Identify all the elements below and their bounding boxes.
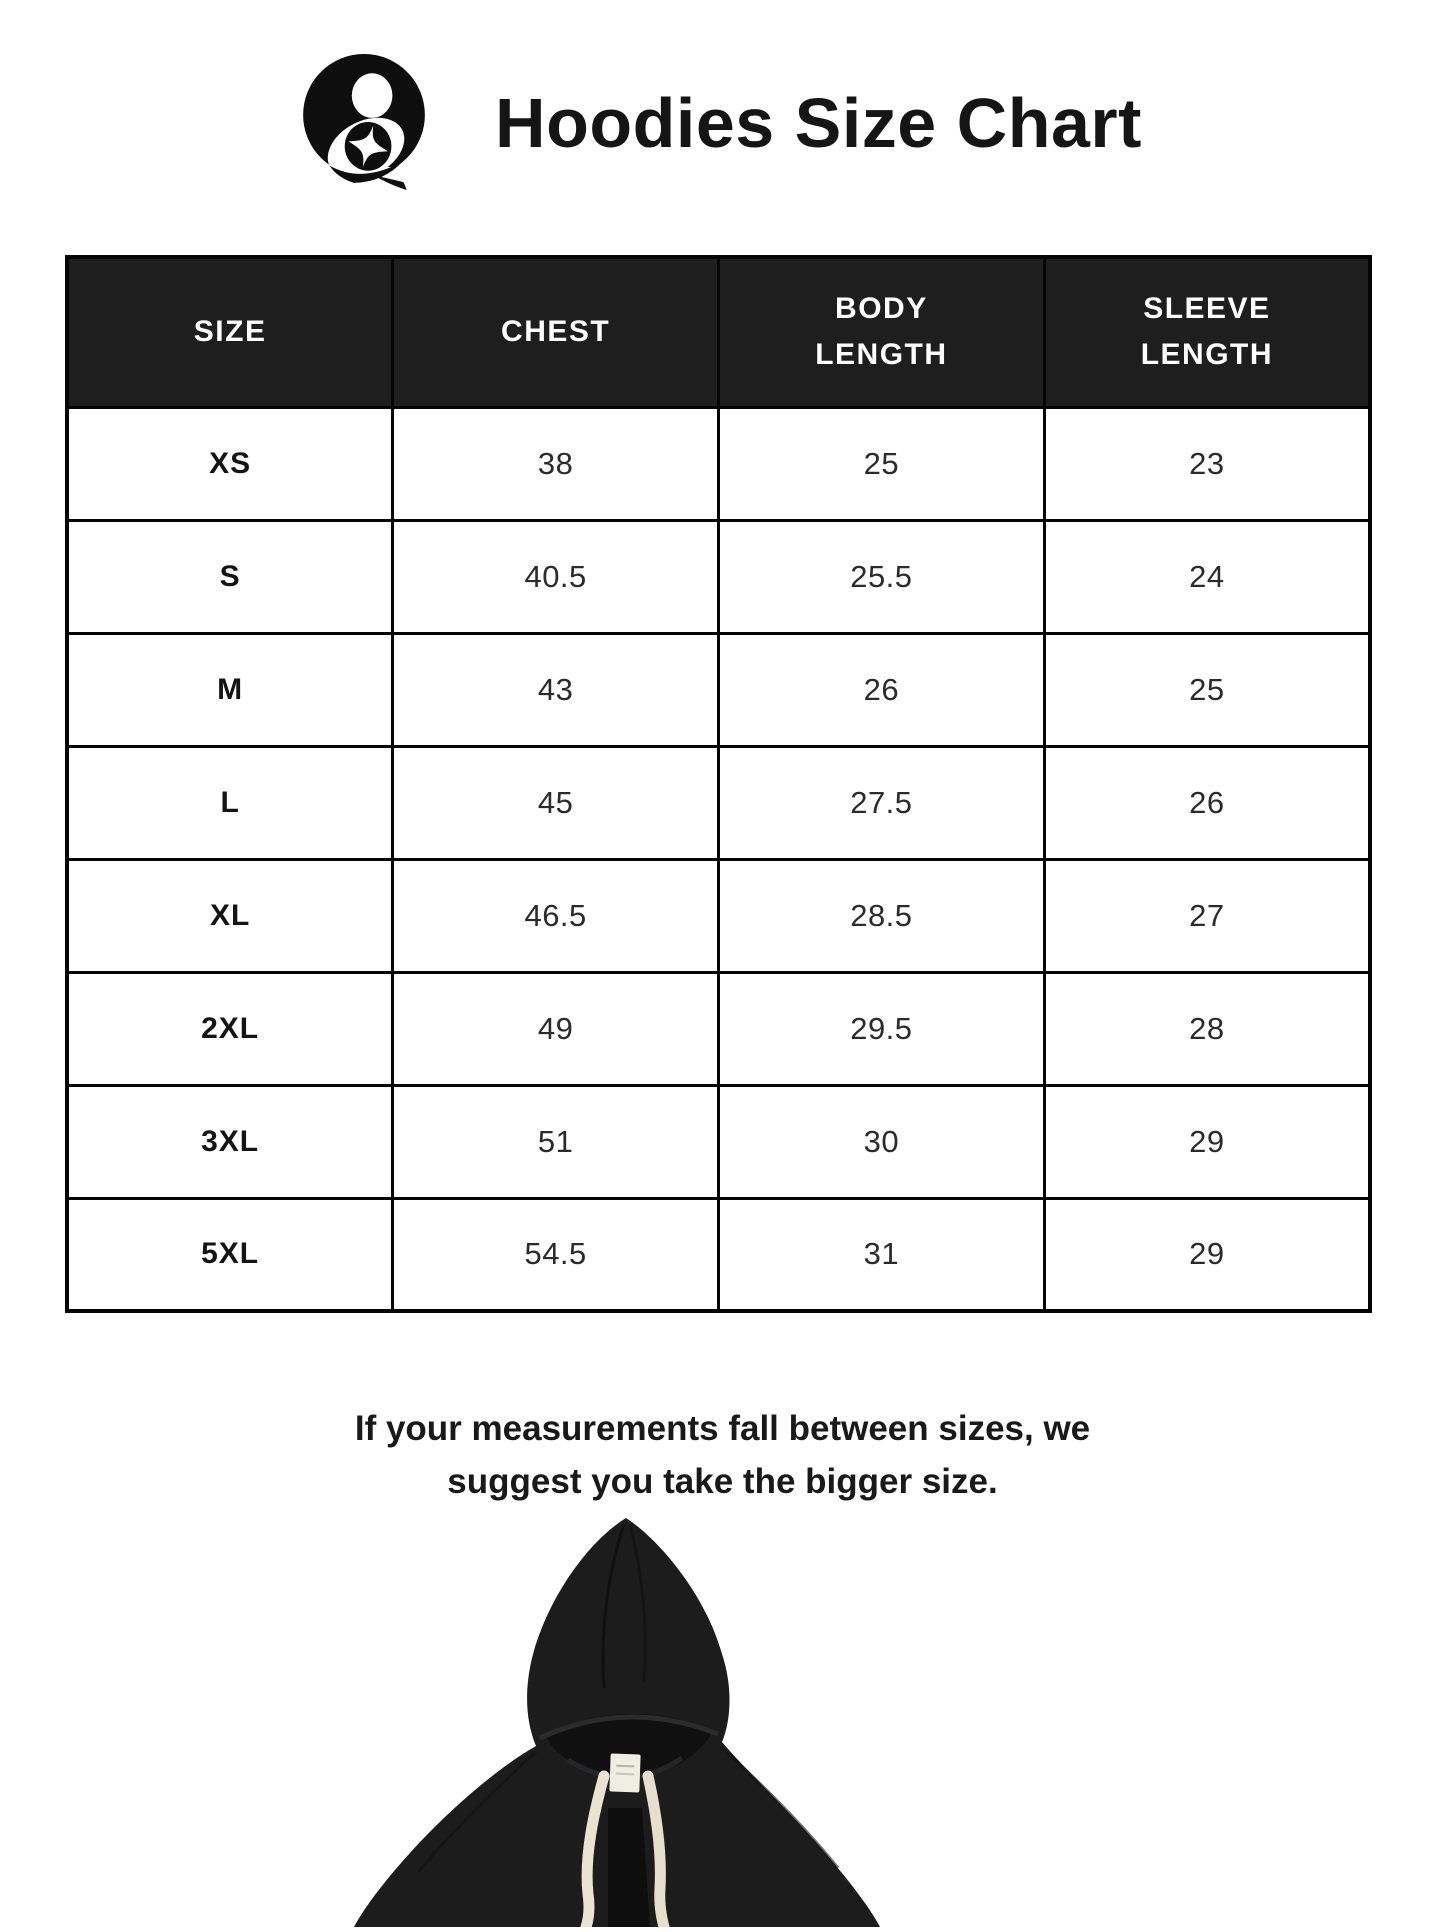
- table-header-row: [67, 257, 1370, 407]
- body-length-cell: 27.5: [719, 746, 1045, 859]
- chest-cell: 40.5: [393, 520, 719, 633]
- chest-cell: 46.5: [393, 859, 719, 972]
- size-cell: XL: [67, 859, 393, 972]
- size-cell: 5XL: [67, 1198, 393, 1311]
- sleeve-length-cell: 28: [1044, 972, 1370, 1085]
- table-row-2xl: [67, 972, 1370, 1085]
- size-cell: L: [67, 746, 393, 859]
- sleeve-length-cell: 27: [1044, 859, 1370, 972]
- size-cell: XS: [67, 407, 393, 520]
- body-length-cell: 29.5: [719, 972, 1045, 1085]
- sleeve-length-cell: 25: [1044, 633, 1370, 746]
- body-length-cell: 25: [719, 407, 1045, 520]
- body-length-cell: 31: [719, 1198, 1045, 1311]
- sleeve-length-cell: 26: [1044, 746, 1370, 859]
- table-row-5xl: [67, 1198, 1370, 1311]
- page-title: Hoodies Size Chart: [495, 84, 1142, 162]
- table-row-xs: [67, 407, 1370, 520]
- table-row-3xl: [67, 1085, 1370, 1198]
- col-header-body-length: BODY LENGTH: [719, 257, 1045, 407]
- sleeve-length-cell: 29: [1044, 1085, 1370, 1198]
- col-header-size-label: SIZE: [193, 315, 267, 348]
- body-length-cell: 25.5: [719, 520, 1045, 633]
- hoodie-product-photo: [308, 1512, 918, 1927]
- col-header-chest-label: CHEST: [501, 315, 611, 348]
- col-header-sleeve-length: SLEEVE LENGTH: [1044, 257, 1370, 407]
- size-cell: M: [67, 633, 393, 746]
- size-cell: S: [67, 520, 393, 633]
- sleeve-length-cell: 29: [1044, 1198, 1370, 1311]
- chest-cell: 43: [393, 633, 719, 746]
- col-header-chest: [393, 257, 719, 407]
- body-length-cell: 30: [719, 1085, 1045, 1198]
- sleeve-length-cell: 24: [1044, 520, 1370, 633]
- size-chart-table: [65, 255, 1372, 1313]
- sizing-note-line-1: If your measurements fall between sizes, we: [354, 1409, 1091, 1448]
- size-cell: 3XL: [67, 1085, 393, 1198]
- table-row-l: [67, 746, 1370, 859]
- brand-header: [0, 52, 1445, 194]
- chest-cell: 54.5: [393, 1198, 719, 1311]
- sizing-note-line-2: suggest you take the bigger size.: [447, 1461, 998, 1501]
- sizing-note: [0, 1403, 1445, 1508]
- chest-cell: 45: [393, 746, 719, 859]
- mother-and-baby-logo-icon: [303, 54, 425, 192]
- chest-cell: 38: [393, 407, 719, 520]
- table-row-s: [67, 520, 1370, 633]
- chest-cell: 51: [393, 1085, 719, 1198]
- size-cell: 2XL: [67, 972, 393, 1085]
- body-length-cell: 28.5: [719, 859, 1045, 972]
- col-header-size: [67, 257, 393, 407]
- chest-cell: 49: [393, 972, 719, 1085]
- table-row-xl: [67, 859, 1370, 972]
- hoodie-illustration: [308, 1512, 918, 1927]
- body-length-cell: 26: [719, 633, 1045, 746]
- sleeve-length-cell: 23: [1044, 407, 1370, 520]
- table-row-m: [67, 633, 1370, 746]
